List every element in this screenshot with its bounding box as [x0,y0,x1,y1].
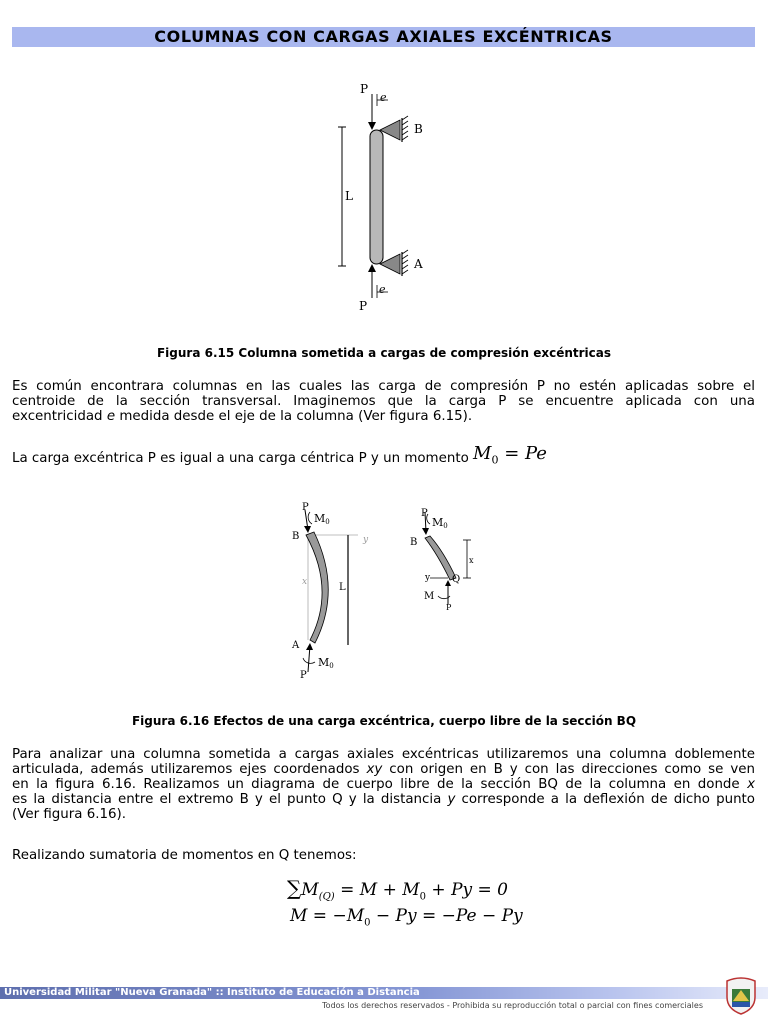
eq-subscript-q: (Q) [318,891,335,903]
paragraph-analysis-line-4 [12,792,755,807]
fig616-a-label: A [292,640,300,651]
fig616-m2-label: M [424,591,435,602]
m-subscript: 0 [443,522,448,530]
eq-subscript-0: 0 [419,891,427,903]
footer-rights: Todos los derechos reservados - Prohibida su reproducción total o parcial con fines comerciales [322,1001,703,1010]
fig616-p-top-label: P [302,502,309,513]
paragraph-intro-line-1: Es común encontrara columnas en las cuales las carga de compresión P no estén aplicadas sobre el [12,379,755,394]
fig616-y2-label: y [425,573,431,583]
formula-rhs: = Pe [498,443,547,464]
figure-6-15-caption: Figura 6.15 Columna sometida a cargas de compresión excéntricas [156,346,612,360]
eq2-part-b: − Py = −Pe − Py [370,906,523,926]
fig616-m2-top-label [432,516,448,530]
eccentricity-bottom-label: e [379,283,386,296]
paragraph-intro-line-3 [12,409,755,424]
text-span: medida desde el eje de la columna (Ver figura 6.15). [115,409,473,424]
paragraph-analysis-line-2 [12,762,755,777]
paragraph-analysis-line-1: Para analizar una columna sometida a cargas axiales excéntricas utilizaremos una columna doblemente [12,747,755,762]
length-l-label: L [345,189,353,203]
formula-subscript: 0 [491,453,499,467]
paragraph-analysis-line-3 [12,777,755,792]
fig616-p2-top-label: P [421,508,428,519]
equation-moment-m [290,906,523,928]
figure-6-16-eccentric-load-diagram [280,500,480,682]
point-a-label: A [414,257,423,271]
fig616-m0-bottom-label [318,656,334,670]
fig616-x2-label: x [469,556,474,565]
eq2-part-a: M = −M [290,906,365,926]
eq-rest: = M + M [334,880,420,900]
point-b-label: B [414,122,423,136]
formula-m: M [473,443,492,464]
paragraph-moments-sum: Realizando sumatoria de momentos en Q tenemos: [12,848,357,863]
text-span: en la figura 6.16. Realizamos un diagrama de cuerpo libre de la sección BQ de la columna en donde [12,777,748,792]
xy-symbol: xy [366,762,383,777]
text-span: es la distancia entre el extremo B y el punto Q y la distancia [12,792,448,807]
load-p-bottom-label: P [359,299,368,313]
fig616-b2-label: B [410,537,418,548]
fig616-p2-label: P [446,603,452,612]
paragraph-intro-line-2: centroide de la sección transversal. Imaginemos que la carga P se encuentre aplicada con una [12,394,755,409]
figure-6-15-column-diagram [330,80,440,320]
eq-end: + Py = 0 [426,880,508,900]
fig616-m0-top-label [314,512,330,526]
m-subscript: 0 [329,662,334,670]
fig616-y-axis-label: y [363,535,369,545]
moment-formula [473,443,547,467]
page-title: COLUMNAS CON CARGAS AXIALES EXCÉNTRICAS [12,27,755,47]
sum-symbol: ∑ [287,876,302,900]
figure-6-16-caption: Figura 6.16 Efectos de una carga excéntrica, cuerpo libre de la sección BQ [131,714,637,728]
y-symbol: y [447,792,456,807]
paragraph-analysis-line-5: (Ver figura 6.16). [12,807,127,822]
paragraph-moment [12,443,755,468]
fig616-l-label: L [339,582,346,593]
paragraph-moment-text: La carga excéntrica P es igual a una carga céntrica P y un momento [12,451,474,466]
m-text: M [314,512,326,525]
equation-moment-sum [287,876,508,902]
m-text: M [432,516,444,529]
footer-institution: Universidad Militar "Nueva Granada" :: Instituto de Educación a Distancia [4,987,420,998]
m-subscript: 0 [325,518,330,526]
load-p-top-label: P [360,82,369,96]
eq2-subscript: 0 [364,917,371,929]
eq-m: M [301,880,319,900]
text-span: excentricidad [12,409,107,424]
eccentricity-symbol: e [106,409,116,424]
university-shield-logo [724,975,758,1015]
text-span: articulada, además utilizaremos ejes coordenados [12,762,367,777]
text-span: corresponde a la deflexión de dicho punto [455,792,755,807]
paragraph-analysis [12,747,755,822]
fig616-p-bottom-label: P [300,670,307,681]
fig616-b-label: B [292,531,300,542]
paragraph-intro [12,379,755,424]
eccentricity-top-label: e [380,91,387,104]
fig616-x-axis-label: x [302,577,308,587]
x-symbol: x [747,777,755,792]
m-text: M [318,656,330,669]
text-span: con origen en B y con las direcciones como se ven [382,762,755,777]
fig616-q-label: Q [452,574,461,585]
